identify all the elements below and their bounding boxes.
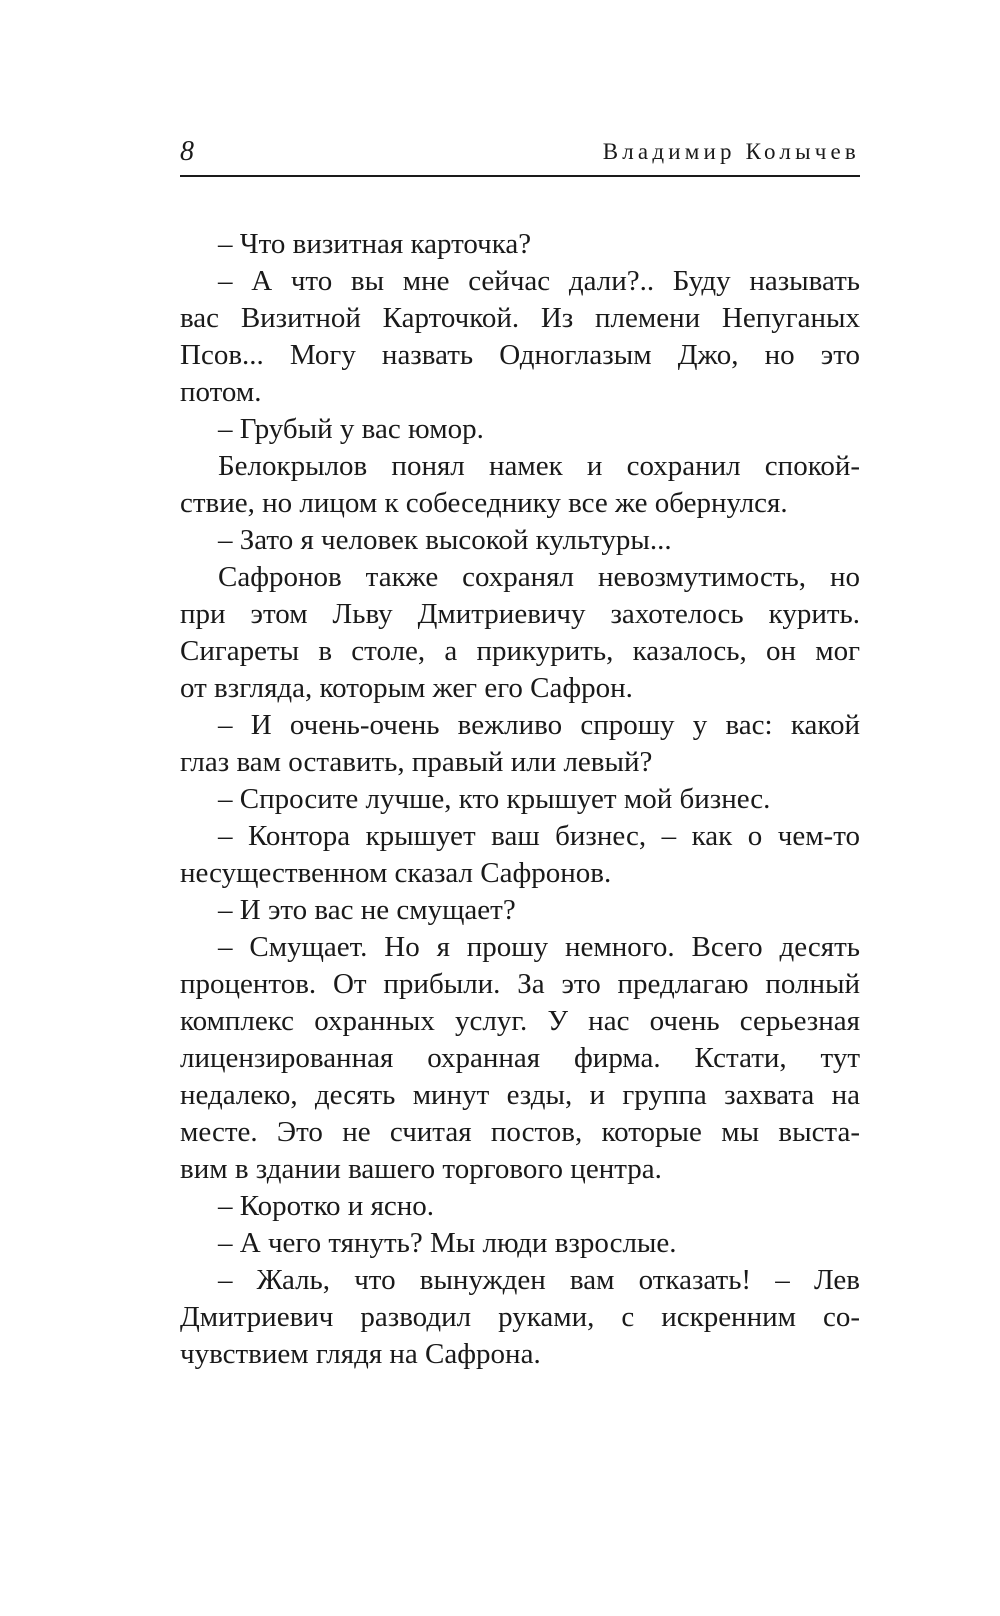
text-line: глаз вам оставить, правый или левый? [180, 746, 653, 778]
text-line: процентов. От прибыли. За это предлагаю полный [180, 968, 860, 1000]
text-line: – Контора крышует ваш бизнес, – как о чем-то [218, 820, 860, 852]
text-line: Белокрылов понял намек и сохранил спокой- [218, 450, 860, 482]
text-line: – Что визитная карточка? [218, 228, 532, 260]
text-line: – Жаль, что вынужден вам отказать! – Лев [218, 1264, 860, 1296]
text-line: – Коротко и ясно. [218, 1190, 435, 1222]
text-line: Псов... Могу назвать Одноглазым Джо, но это [180, 339, 860, 371]
text-line: – Спросите лучше, кто крышует мой бизнес. [218, 783, 771, 815]
text-line: от взгляда, которым жег его Сафрон. [180, 672, 633, 704]
text-line: комплекс охранных услуг. У нас очень серьезная [180, 1005, 860, 1037]
running-head-author: Владимир Колычев [602, 139, 860, 164]
text-line: – И это вас не смущает? [218, 894, 516, 926]
text-line: чувствием глядя на Сафрона. [180, 1338, 541, 1370]
text-line: ствие, но лицом к собеседнику все же обернулся. [180, 487, 788, 519]
body-text [180, 226, 860, 1373]
header-rule [180, 175, 860, 177]
text-line: лицензированная охранная фирма. Кстати, тут [180, 1042, 860, 1074]
text-line: несущественном сказал Сафронов. [180, 857, 612, 889]
text-line: – А что вы мне сейчас дали?.. Буду называть [218, 265, 860, 297]
text-line: вим в здании вашего торгового центра. [180, 1153, 662, 1185]
text-line: недалеко, десять минут езды, и группа захвата на [180, 1079, 860, 1111]
text-line: Сигареты в столе, а прикурить, казалось, он мог [180, 635, 860, 667]
running-head [180, 132, 860, 172]
text-line: Дмитриевич разводил руками, с искренним со- [180, 1301, 860, 1333]
text-line: месте. Это не считая постов, которые мы выста- [180, 1116, 860, 1148]
text-line: при этом Льву Дмитриевичу захотелось курить. [180, 598, 860, 630]
text-line: – Грубый у вас юмор. [218, 413, 484, 445]
text-line: потом. [180, 376, 262, 408]
text-line: вас Визитной Карточкой. Из племени Непуганых [180, 302, 860, 334]
text-line: – Зато я человек высокой культуры... [218, 524, 672, 556]
text-line: Сафронов также сохранял невозмутимость, но [218, 561, 860, 593]
text-line: – И очень-очень вежливо спрошу у вас: какой [218, 709, 860, 741]
text-line: – А чего тянуть? Мы люди взрослые. [218, 1227, 677, 1259]
text-line: – Смущает. Но я прошу немного. Всего десять [218, 931, 860, 963]
page-number: 8 [180, 136, 194, 167]
